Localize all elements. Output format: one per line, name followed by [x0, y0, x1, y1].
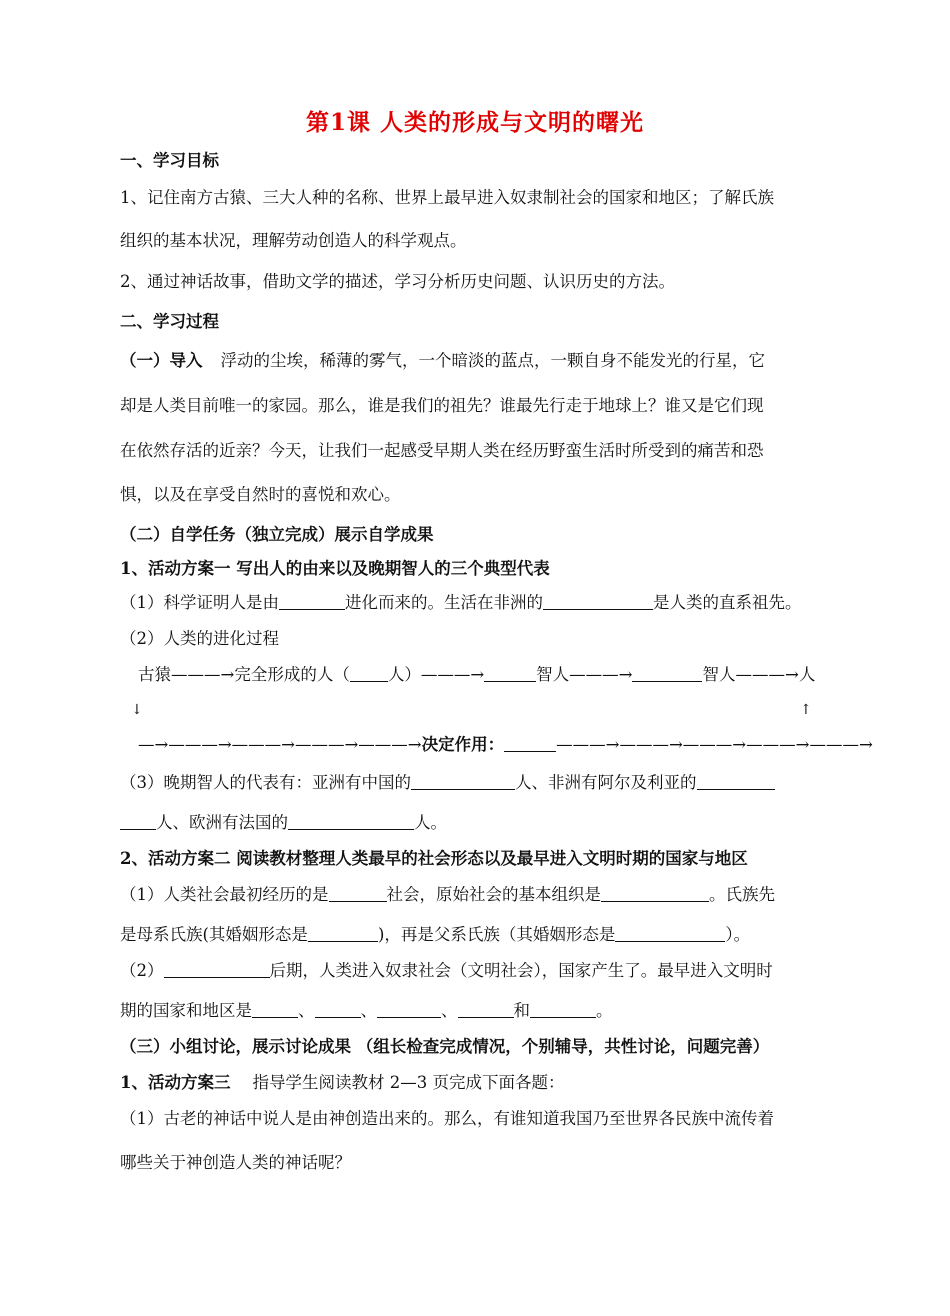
answer-blank[interactable]: [615, 925, 725, 942]
decisive-factor-line: [138, 734, 873, 756]
answer-blank[interactable]: [697, 773, 775, 790]
period: 。: [596, 1001, 613, 1020]
part2-heading: （二）自学任务（独立完成）展示自学成果: [120, 525, 434, 544]
answer-blank[interactable]: [601, 885, 709, 902]
arrow-run-left: —→———→———→———→———→: [138, 735, 422, 754]
answer-blank[interactable]: [120, 813, 156, 830]
activity-1-heading: 1、活动方案一 写出人的由来以及晚期智人的三个典型代表: [120, 559, 550, 578]
question-1-2: （2）人类的进化过程: [120, 629, 279, 648]
activity-3-text: 指导学生阅读教材 2—3 页完成下面各题：: [252, 1073, 565, 1092]
a2q2-text-b: 后期，人类进入奴隶社会（文明社会），国家产生了。最早进入文明时: [269, 961, 773, 980]
a2q1-text-d: 是母系氏族(其婚姻形态是: [120, 925, 308, 944]
a2q1-text-e: )，再是父系氏族（其婚姻形态是: [377, 925, 616, 944]
answer-blank[interactable]: [308, 925, 378, 942]
answer-blank[interactable]: [329, 885, 387, 902]
objective-2: 2、通过神话故事，借助文学的描述，学习分析历史问题、认识历史的方法。: [120, 272, 675, 291]
arrow: ———→: [569, 665, 633, 684]
a2q1-text-c: 。氏族先: [709, 885, 775, 904]
evo-stage-human-formed: 完全形成的人（: [234, 665, 350, 684]
section-heading-process: 二、学习过程: [120, 312, 219, 331]
arrow: ———→: [735, 665, 799, 684]
q3-text-b: 人、非洲有阿尔及利亚的: [515, 773, 697, 792]
question-2-2-line-1: [120, 960, 773, 982]
answer-blank[interactable]: [411, 773, 515, 790]
separator: 、: [360, 1001, 377, 1020]
separator: 、: [441, 1001, 458, 1020]
question-2-2-line-2: [120, 1000, 613, 1022]
objective-1-line-2: 组织的基本状况，理解劳动创造人的科学观点。: [120, 231, 467, 250]
question-1-3-line-1: [120, 772, 775, 794]
question-3-1-line-1: （1）古老的神话中说人是由神创造出来的。那么，有谁知道我国乃至世界各民族中流传着: [120, 1109, 774, 1128]
question-3-1-line-2: 哪些关于神创造人类的神话呢？: [120, 1153, 351, 1172]
answer-blank[interactable]: [315, 1001, 361, 1018]
question-1-3-line-2: [120, 812, 447, 834]
evolution-chain: [138, 664, 815, 686]
answer-blank[interactable]: [252, 1001, 298, 1018]
part3-heading: （三）小组讨论，展示讨论成果 （组长检查完成情况，个别辅导，共性讨论，问题完善）: [120, 1037, 770, 1056]
arrow: ———→: [171, 665, 235, 684]
intro-line-1: [120, 350, 765, 372]
separator: 、: [298, 1001, 315, 1020]
a2q1-text-f: ）。: [725, 925, 751, 944]
intro-text-1: 浮动的尘埃，稀薄的雾气，一个暗淡的蓝点，一颗自身不能发光的行星，它: [220, 351, 765, 370]
question-2-1-line-2: [120, 924, 750, 946]
answer-blank[interactable]: [377, 1001, 441, 1018]
a2q2-text-a: （2）: [120, 961, 164, 980]
a2q1-text-b: 社会，原始社会的基本组织是: [386, 885, 601, 904]
intro-line-2: 却是人类目前唯一的家园。那么，谁是我们的祖先？谁最先行走于地球上？谁又是它们现: [120, 396, 764, 415]
answer-blank[interactable]: [484, 665, 536, 682]
answer-blank[interactable]: [530, 1001, 596, 1018]
intro-label: （一）导入: [120, 351, 203, 370]
page-title: 第1课 人类的形成与文明的曙光: [305, 109, 644, 136]
evo-stage-ape: 古猿: [138, 665, 171, 684]
evo-stage-human-suffix: 人）: [387, 665, 421, 684]
q3-text-c: 人、欧洲有法国的: [156, 813, 288, 832]
q3-text-d: 人。: [414, 813, 447, 832]
heading-text: 一、学习目标: [120, 151, 219, 170]
decisive-label: 决定作用：: [421, 735, 505, 754]
answer-blank[interactable]: [164, 961, 270, 978]
objective-1-line-1: 1、记住南方古猿、三大人种的名称、世界上最早进入奴隶制社会的国家和地区；了解氏族: [120, 188, 774, 207]
answer-blank[interactable]: [350, 665, 388, 682]
a2q2-text-c: 期的国家和地区是: [120, 1001, 252, 1020]
answer-blank[interactable]: [504, 735, 556, 752]
answer-blank[interactable]: [279, 593, 345, 610]
section-heading-objectives: [120, 150, 219, 172]
question-1-1: [120, 592, 802, 614]
q1-text-c: 是人类的直系祖先。: [653, 593, 802, 612]
intro-line-4: 惧，以及在享受自然时的喜悦和欢心。: [120, 485, 401, 504]
and-word: 和: [513, 1001, 530, 1020]
activity-3-heading-line: [120, 1072, 564, 1094]
evo-stage-sapiens-1: 智人: [536, 665, 570, 684]
activity-2-heading: 2、活动方案二 阅读教材整理人类最早的社会形态以及最早进入文明时期的国家与地区: [120, 849, 748, 868]
question-2-1-line-1: [120, 884, 775, 906]
answer-blank[interactable]: [458, 1001, 514, 1018]
q3-text-a: （3）晚期智人的代表有：亚洲有中国的: [120, 773, 411, 792]
arrow: ———→: [420, 665, 485, 684]
evo-stage-sapiens-2: 智人: [702, 665, 736, 684]
evo-stage-human: 人: [798, 665, 816, 684]
answer-blank[interactable]: [543, 593, 653, 610]
down-arrow: ↓: [131, 702, 143, 718]
up-arrow: ↑: [800, 702, 812, 718]
q1-text-b: 进化而来的。生活在非洲的: [345, 593, 543, 612]
a2q1-text-a: （1）人类社会最初经历的是: [120, 885, 329, 904]
answer-blank[interactable]: [288, 813, 414, 830]
activity-3-heading: 1、活动方案三: [120, 1073, 231, 1092]
answer-blank[interactable]: [632, 665, 702, 682]
intro-line-3: 在依然存活的近亲？今天，让我们一起感受早期人类在经历野蛮生活时所受到的痛苦和恐: [120, 441, 764, 460]
arrow-run-right: ———→———→———→———→———→: [556, 735, 873, 754]
q1-text-a: （1）科学证明人是由: [120, 593, 279, 612]
